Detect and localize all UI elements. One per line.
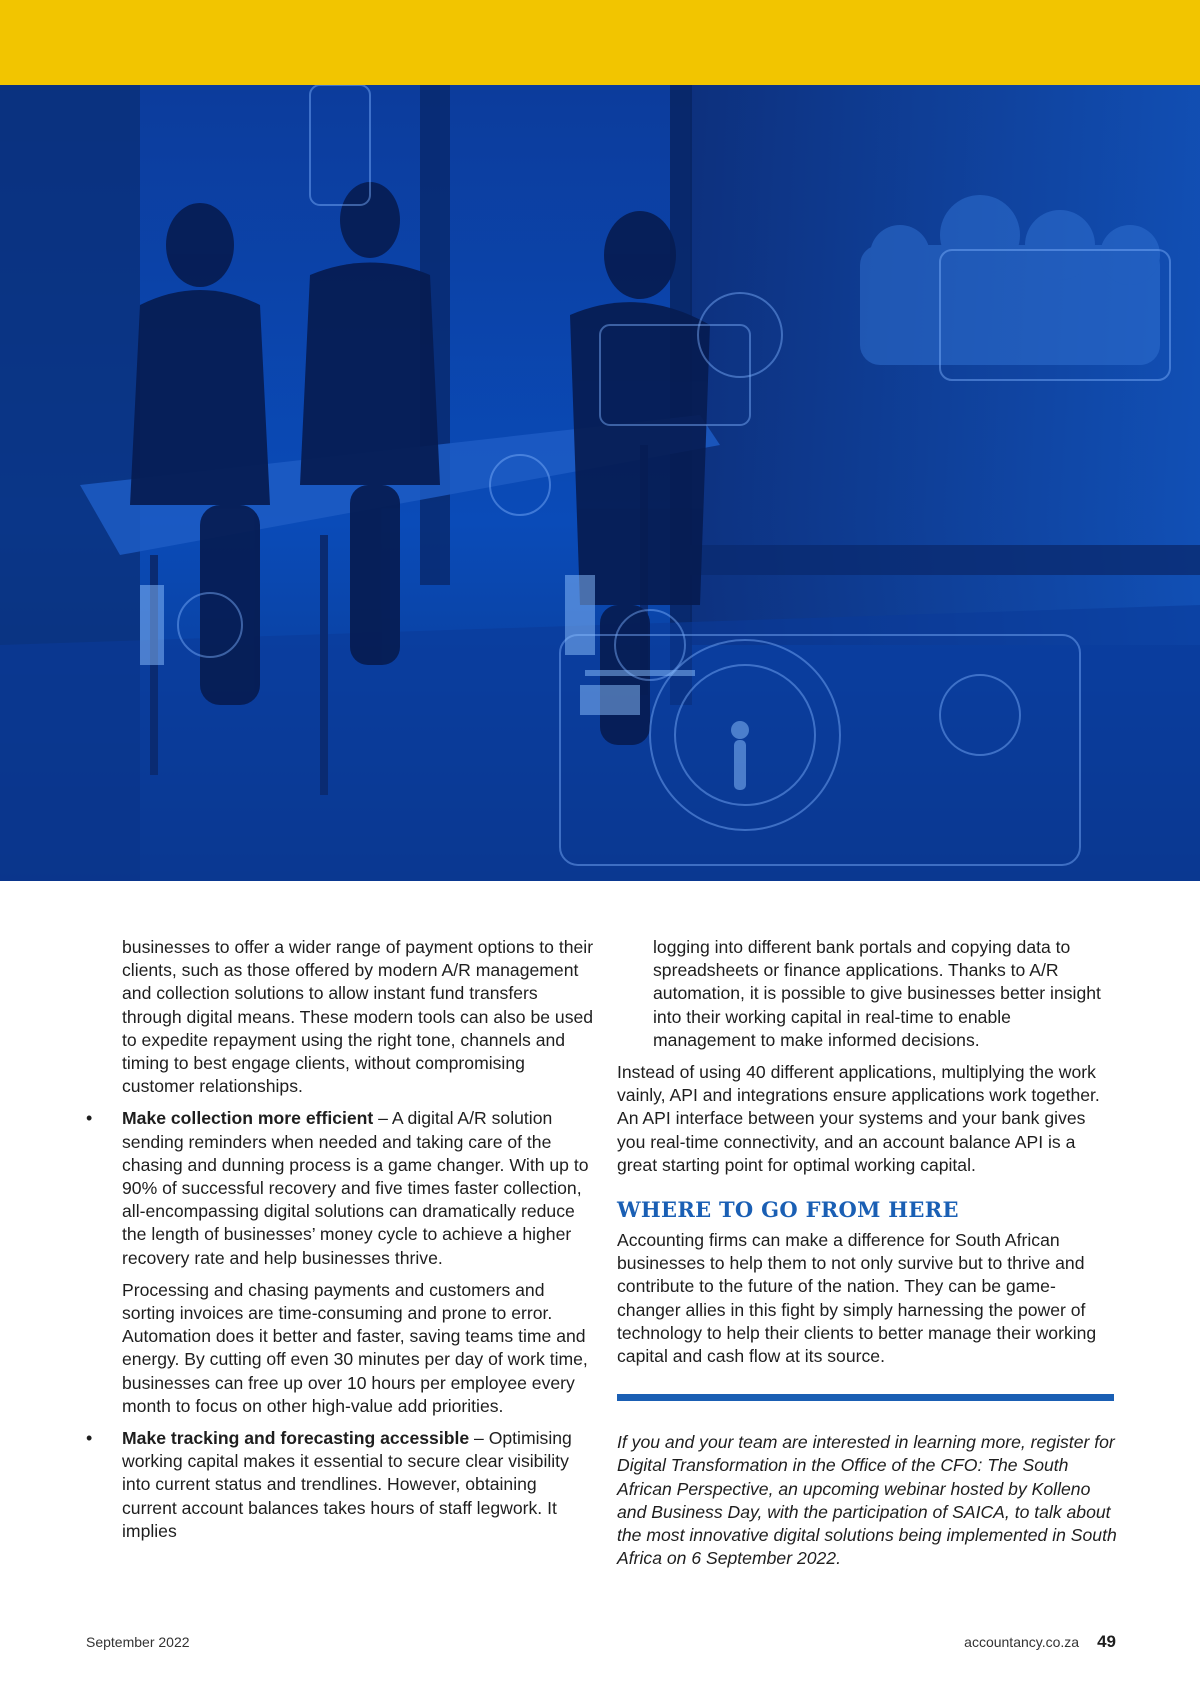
section-heading: WHERE TO GO FROM HERE: [617, 1197, 959, 1223]
bullet-marker: •: [86, 1108, 93, 1129]
bullet-body: – A digital A/R solution sending reminders when needed and taking care of the chasing and dunning process is a game changer. With up to 90% of successful recovery and five times faster collection, all-encompassing digital solutions can dramatically reduce the length of businesses’ money cycle to achieve a higher recovery rate and help businesses thrive.: [122, 1108, 589, 1268]
continuation-paragraph: logging into different bank portals and copying data to spreadsheets or finance applications. Thanks to A/R automation, it is possible to give businesses better insight into their working capital in real-time to enable management to make informed decisions.: [653, 937, 1101, 1050]
api-paragraph: Instead of using 40 different applications, multiplying the work vainly, API and integrations ensure applications work together. An API interface between your systems and your bank gives you real-time connectivity, and an account balance API is a great starting point for optimal working capital.: [617, 1062, 1100, 1175]
footer-site: accountancy.co.za: [964, 1634, 1080, 1650]
bullet-marker: •: [86, 1428, 93, 1449]
bullet-title: Make tracking and forecasting accessible: [122, 1428, 470, 1449]
processing-paragraph: Processing and chasing payments and customers and sorting invoices are time-consuming and prone to error. Automation does it better and faster, saving teams time and energy. By cutting off even 30 minutes per day of work time, businesses can free up over 10 hours per employee every month to focus on other high-value add priorities.: [122, 1279, 588, 1416]
page-number: 49: [1097, 1632, 1116, 1651]
intro-paragraph: businesses to offer a wider range of payment options to their clients, such as those offered by modern A/R management and collection solutions to allow instant fund transfers through digital means. These modern tools can also be used to expedite repayment using the right tone, channels and timing to best engage clients, without compromising customer relationships.: [122, 937, 594, 1097]
firms-paragraph: Accounting firms can make a difference for South African businesses to help them to not only survive but to thrive and contribute to the future of the nation. They can be game-changer allies in this fight by simply harnessing the power of technology to help their clients to better manage their working capital and cash flow at its source.: [617, 1230, 1097, 1367]
divider-rule: [617, 1394, 1114, 1401]
bullet-collection: [86, 1107, 596, 1269]
footer-date: September 2022: [86, 1634, 190, 1650]
right-column: [617, 936, 1117, 1579]
meeting-room-illustration: [0, 85, 1200, 881]
webinar-callout: If you and your team are interested in learning more, register for Digital Transformation in the Office of the CFO: The South African Perspective, an upcoming webinar hosted by Kolleno and Business Day, with the participation of SAICA, to talk about the most innovative digital solutions being implemented in South Africa on 6 September 2022.: [617, 1432, 1117, 1569]
hero-image: [0, 85, 1200, 881]
footer-right: [964, 1632, 1116, 1652]
top-color-band: [0, 0, 1200, 85]
bullet-title: Make collection more efficient: [122, 1108, 374, 1129]
bullet-tracking: [86, 1427, 596, 1543]
bullet-body: – Optimising working capital makes it essential to secure clear visibility into current status and trendlines. However, obtaining current account balances takes hours of staff legwork. It implies: [122, 1428, 572, 1541]
left-column: [86, 936, 596, 1552]
